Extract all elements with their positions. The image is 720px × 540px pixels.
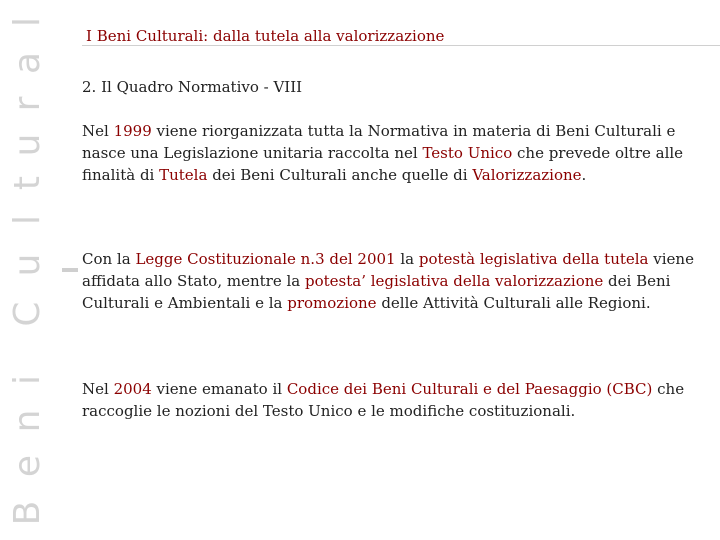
highlighted-text: Tutela xyxy=(159,166,208,184)
sidebar-letter: l xyxy=(7,17,48,28)
highlighted-text: 2004 xyxy=(113,380,152,398)
paragraph-2004 xyxy=(82,378,702,422)
header-divider xyxy=(82,45,720,46)
header-title: I Beni Culturali: dalla tutela alla valorizzazione xyxy=(86,27,445,45)
sidebar-letter: r xyxy=(7,96,48,112)
body-text: delle Attività Culturali alle Regioni. xyxy=(376,294,651,312)
paragraph-2001 xyxy=(82,248,702,314)
sidebar-letter: e xyxy=(7,454,48,478)
body-text: che prevede oltre alle finalità di xyxy=(82,144,684,184)
slide-subtitle: 2. Il Quadro Normativo - VIII xyxy=(82,78,303,96)
highlighted-text: Legge Costituzionale n.3 del 2001 xyxy=(135,250,396,268)
body-text: . xyxy=(581,166,587,184)
body-text: dei Beni Culturali anche quelle di xyxy=(207,166,473,184)
highlighted-text: 1999 xyxy=(113,122,152,140)
body-text: Nel xyxy=(82,122,114,140)
sidebar-letter: C xyxy=(7,301,48,327)
highlighted-text: potesta’ legislativa della valorizzazione xyxy=(304,272,604,290)
body-text: viene emanato il xyxy=(151,380,287,398)
body-text: viene riorganizzata tutta la Normativa in materia di Beni Culturali e nasce una Legislazione unitaria raccolta nel xyxy=(82,122,676,162)
sidebar-letter: n xyxy=(7,409,48,433)
body-text: viene affidata allo Stato, mentre la xyxy=(82,250,694,290)
paragraph-1999 xyxy=(82,120,702,186)
body-text: dei Beni Culturali e Ambientali e la xyxy=(82,272,671,312)
body-text: Con la xyxy=(82,250,136,268)
sidebar-letter: l xyxy=(7,215,48,226)
body-text: Nel xyxy=(82,380,114,398)
sidebar-letter: i xyxy=(7,375,48,386)
sidebar-letter: u xyxy=(7,253,48,277)
highlighted-text: Valorizzazione xyxy=(472,166,582,184)
highlighted-text: Testo Unico xyxy=(422,144,513,162)
sidebar-letter: u xyxy=(7,133,48,157)
body-text: la xyxy=(395,250,419,268)
header xyxy=(78,24,720,46)
bullet-marker xyxy=(62,268,78,272)
body-text: che raccoglie le nozioni del Testo Unico e le modifiche costituzionali. xyxy=(82,380,685,420)
sidebar-letter: B xyxy=(7,500,48,526)
highlighted-text: potestà legislativa della tutela xyxy=(418,250,649,268)
highlighted-text: Codice dei Beni Culturali e del Paesaggio (CBC) xyxy=(286,380,653,398)
highlighted-text: promozione xyxy=(287,294,377,312)
sidebar-letter: t xyxy=(7,175,48,191)
sidebar-letter: a xyxy=(7,51,48,75)
